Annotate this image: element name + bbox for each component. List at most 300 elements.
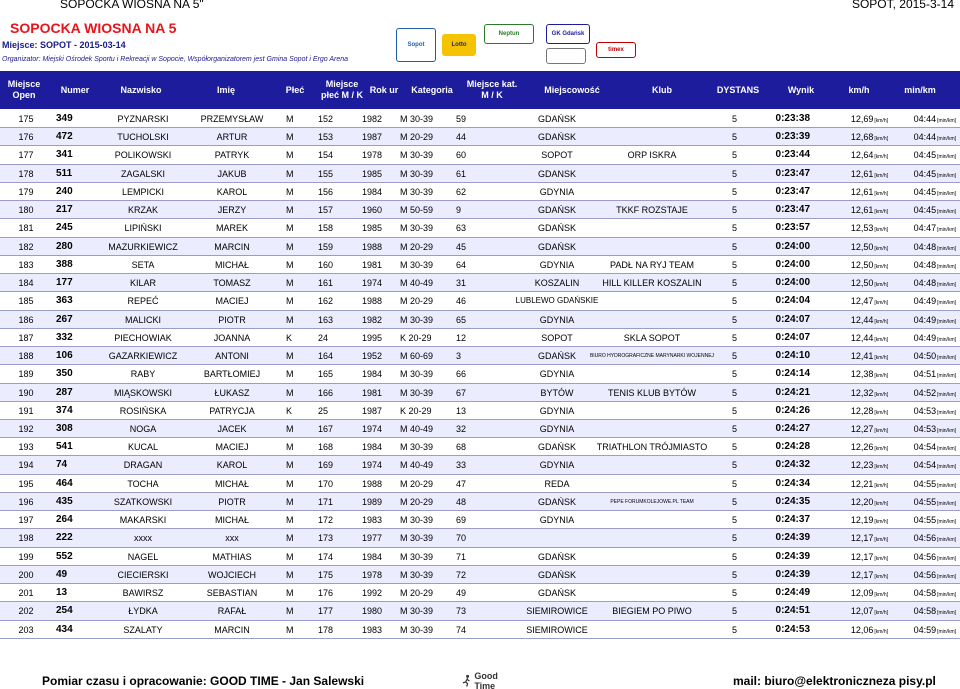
cell-imie: WOJCIECH	[208, 569, 256, 580]
cell-kmh	[840, 292, 888, 310]
cell-open: 177	[18, 150, 34, 161]
cell-wynik: 0:24:00	[775, 240, 810, 252]
sponsor-logo-gk: GK Gdańsk	[546, 24, 590, 44]
table-row	[0, 256, 960, 274]
cell-nazwisko: BAWIRSZ	[122, 588, 164, 599]
minkm-value: 04:52	[913, 387, 937, 398]
cell-minkm	[898, 256, 956, 274]
cell-rok: 1985	[362, 168, 383, 179]
cell-open: 202	[18, 606, 34, 617]
page-footer	[0, 672, 960, 689]
cell-kategoria: M 20-29	[400, 588, 434, 599]
cell-numer: 349	[56, 113, 73, 124]
sponsor-logo-sopot: Sopot	[396, 28, 436, 62]
cell-open: 176	[18, 132, 34, 143]
cell-wynik: 0:24:04	[775, 295, 810, 307]
cell-kategoria: M 20-29	[400, 296, 434, 307]
cell-rok: 1982	[362, 114, 383, 124]
cell-open: 198	[18, 533, 34, 544]
cell-imie: SEBASTIAN	[206, 588, 258, 599]
cell-plec: M	[286, 588, 294, 599]
cell-imie: MACIEJ	[215, 296, 249, 307]
cell-kmh	[840, 165, 888, 183]
cell-rok: 1960	[362, 205, 383, 216]
cell-miejsce-kat: 60	[456, 150, 467, 161]
cell-rok: 1984	[362, 369, 383, 380]
event-place-value: SOPOT - 2015-03-14	[40, 40, 126, 50]
table-row	[0, 110, 960, 128]
cell-minkm	[898, 529, 956, 547]
cell-miejscowosc: GDAŃSK	[537, 205, 576, 216]
cell-miejsce-kat: 9	[456, 205, 462, 216]
cell-open: 183	[18, 259, 34, 270]
col-kategoria: Kategoria	[411, 84, 453, 95]
cell-rok: 1983	[362, 515, 383, 526]
cell-plec: M	[286, 569, 294, 580]
cell-miejsce-plec: 174	[318, 551, 334, 562]
cell-plec: M	[286, 168, 294, 179]
cell-plec: M	[286, 551, 294, 562]
cell-minkm	[898, 384, 956, 402]
cell-rok: 1988	[362, 241, 383, 252]
cell-klub: PADŁ NA RYJ TEAM	[609, 259, 695, 270]
cell-miejsce-plec: 172	[318, 515, 334, 526]
table-row	[0, 274, 960, 292]
kmh-unit: [km/h]	[874, 464, 888, 471]
cell-rok: 1982	[362, 314, 383, 325]
cell-numer: 541	[56, 441, 73, 453]
cell-plec: M	[286, 314, 294, 325]
cell-miejscowosc: GDAŃSK	[537, 132, 576, 143]
minkm-unit: [min/km]	[937, 318, 956, 325]
cell-miejsce-kat: 49	[456, 588, 467, 599]
cell-open: 189	[18, 369, 34, 380]
col-imie: Imię	[216, 84, 235, 95]
kmh-value: 12,28	[850, 405, 874, 416]
cell-imie: MAREK	[215, 223, 248, 234]
cell-miejscowosc: BYTÓW	[540, 387, 574, 398]
kmh-unit: [km/h]	[874, 519, 888, 526]
cell-wynik: 0:24:32	[775, 459, 810, 471]
kmh-value: 12,44	[850, 332, 874, 343]
cell-wynik: 0:23:47	[775, 185, 810, 197]
cell-klub	[584, 165, 720, 183]
col-wynik: Wynik	[787, 84, 815, 95]
cell-open: 188	[18, 351, 34, 362]
cell-numer: 552	[56, 550, 73, 562]
table-row	[0, 420, 960, 438]
minkm-unit: [min/km]	[937, 172, 956, 179]
cell-dystans: 5	[732, 588, 738, 599]
cell-miejscowosc: GDYNIA	[539, 259, 575, 270]
cell-nazwisko: RABY	[130, 369, 156, 380]
col-nazwisko: Nazwisko	[120, 84, 162, 95]
cell-kategoria: M 30-39	[400, 624, 434, 635]
minkm-unit: [min/km]	[937, 245, 956, 252]
col-rok: Rok ur	[369, 84, 399, 95]
col-miejsce-plec: Miejsce płeć M / K	[320, 79, 363, 100]
results-table-body	[0, 110, 960, 639]
cell-kategoria: M 60-69	[400, 351, 434, 362]
cell-klub	[584, 238, 720, 256]
cell-minkm	[898, 110, 956, 128]
cell-plec: K	[286, 332, 293, 343]
cell-plec: M	[286, 223, 294, 234]
kmh-value: 12,19	[850, 515, 874, 526]
minkm-value: 04:49	[913, 314, 937, 325]
cell-dystans: 5	[732, 150, 738, 161]
minkm-value: 04:53	[913, 423, 937, 434]
cell-miejsce-kat: 70	[456, 533, 467, 544]
table-row	[0, 347, 960, 365]
cell-kmh	[840, 456, 888, 474]
kmh-unit: [km/h]	[874, 282, 888, 289]
cell-nazwisko: MAZURKIEWICZ	[108, 241, 178, 252]
cell-kategoria: M 30-39	[400, 114, 434, 124]
cell-kategoria: M 40-49	[400, 423, 434, 434]
cell-plec: M	[286, 442, 294, 453]
cell-imie: ARTUR	[216, 132, 248, 143]
minkm-unit: [min/km]	[937, 209, 956, 216]
cell-numer: 308	[56, 422, 73, 434]
cell-rok: 1977	[362, 533, 383, 544]
cell-kmh	[840, 493, 888, 511]
cell-miejsce-plec: 24	[318, 332, 329, 343]
cell-nazwisko: TOCHA	[127, 478, 159, 489]
cell-klub: PEPE FORUMKOLEJOWE.PL TEAM	[610, 498, 694, 505]
cell-wynik: 0:24:21	[775, 386, 810, 398]
kmh-unit: [km/h]	[874, 118, 888, 124]
kmh-value: 12,17	[850, 533, 874, 544]
table-row	[0, 384, 960, 402]
cell-imie: PIOTR	[218, 314, 246, 325]
cell-open: 194	[18, 460, 34, 471]
cell-numer: 287	[56, 386, 73, 398]
minkm-value: 04:54	[913, 442, 937, 453]
table-row	[0, 566, 960, 584]
cell-imie: MARCIN	[214, 241, 250, 252]
cell-kategoria: M 30-39	[400, 387, 434, 398]
cell-kategoria: M 30-39	[400, 168, 434, 179]
cell-kmh	[840, 201, 888, 219]
cell-kmh	[840, 621, 888, 639]
cell-minkm	[898, 165, 956, 183]
cell-imie: BARTŁOMIEJ	[203, 369, 261, 380]
cell-rok: 1987	[362, 405, 383, 416]
table-row	[0, 438, 960, 456]
cell-kmh	[840, 365, 888, 383]
cell-rok: 1989	[362, 496, 383, 507]
cell-open: 199	[18, 551, 34, 562]
cell-numer: 280	[56, 240, 73, 252]
cell-wynik: 0:24:39	[775, 532, 810, 544]
cell-nazwisko: xxxx	[134, 533, 152, 544]
good-time-logo	[462, 672, 518, 689]
kmh-unit: [km/h]	[874, 245, 888, 252]
cell-dystans: 5	[732, 496, 738, 507]
kmh-value: 12,21	[850, 478, 874, 489]
cell-miejsce-kat: 31	[456, 278, 467, 289]
cell-miejsce-kat: 61	[456, 168, 467, 179]
cell-wynik: 0:23:44	[775, 149, 810, 161]
kmh-unit: [km/h]	[874, 154, 888, 161]
cell-miejsce-kat: 3	[456, 351, 462, 362]
minkm-unit: [min/km]	[937, 282, 956, 289]
cell-miejsce-kat: 32	[456, 423, 467, 434]
cell-kategoria: K 20-29	[400, 332, 432, 343]
cell-miejscowosc: GDYNIA	[539, 515, 575, 526]
cell-open: 184	[18, 278, 34, 289]
cell-miejsce-plec: 153	[318, 132, 334, 143]
cell-wynik: 0:24:27	[775, 422, 810, 434]
minkm-value: 04:54	[913, 460, 937, 471]
event-place	[2, 40, 126, 50]
cell-miejsce-kat: 47	[456, 478, 467, 489]
table-row	[0, 292, 960, 310]
cell-open: 185	[18, 296, 34, 307]
cell-wynik: 0:23:47	[775, 204, 810, 216]
cell-imie: ANTONI	[215, 351, 249, 362]
cell-miejscowosc: REDA	[544, 478, 570, 489]
table-row	[0, 584, 960, 602]
kmh-value: 12,44	[850, 314, 874, 325]
cell-rok: 1984	[362, 186, 383, 197]
minkm-unit: [min/km]	[937, 500, 956, 507]
cell-imie: MICHAŁ	[214, 515, 249, 526]
cell-open: 182	[18, 241, 34, 252]
cell-kategoria: M 30-39	[400, 259, 434, 270]
cell-klub: BIURO HYDROGRAFICZNE MARYNARKI WOJENNEJ	[589, 353, 715, 360]
cell-minkm	[898, 128, 956, 146]
table-row	[0, 402, 960, 420]
cell-kmh	[840, 384, 888, 402]
cell-klub	[584, 128, 720, 146]
cell-miejscowosc: LUBLEWO GDAŃSKIE	[515, 296, 599, 306]
minkm-unit: [min/km]	[937, 610, 956, 617]
kmh-unit: [km/h]	[874, 136, 888, 143]
cell-numer: 106	[56, 350, 73, 362]
cell-miejscowosc: SOPOT	[541, 332, 573, 343]
table-row	[0, 602, 960, 620]
cell-open: 180	[18, 205, 34, 216]
cell-kmh	[840, 274, 888, 292]
cell-klub	[584, 475, 720, 493]
cell-imie: MARCIN	[214, 624, 250, 635]
cell-miejsce-kat: 66	[456, 369, 467, 380]
minkm-unit: [min/km]	[937, 464, 956, 471]
kmh-value: 12,47	[850, 296, 874, 307]
table-row	[0, 238, 960, 256]
cell-minkm	[898, 347, 956, 365]
sponsor-logo-neptun: Neptun	[484, 24, 534, 44]
runner-icon	[462, 674, 471, 688]
cell-dystans: 5	[732, 423, 738, 434]
minkm-value: 04:49	[913, 296, 937, 307]
cell-rok: 1978	[362, 150, 383, 161]
cell-plec: M	[286, 351, 294, 362]
minkm-value: 04:56	[913, 551, 937, 562]
cell-miejsce-kat: 13	[456, 405, 467, 416]
kmh-unit: [km/h]	[874, 537, 888, 544]
sponsor-logos	[396, 20, 656, 68]
cell-miejsce-kat: 48	[456, 496, 467, 507]
cell-rok: 1988	[362, 478, 383, 489]
event-title: SOPOCKA WIOSNA NA 5	[10, 20, 177, 36]
kmh-value: 12,27	[850, 423, 874, 434]
minkm-value: 04:56	[913, 533, 937, 544]
cell-klub	[584, 110, 720, 128]
minkm-value: 04:48	[913, 241, 937, 252]
cell-plec: M	[286, 296, 294, 307]
cell-miejscowosc: GDAŃSK	[537, 442, 576, 453]
cell-kategoria: M 30-39	[400, 515, 434, 526]
cell-miejsce-plec: 168	[318, 442, 334, 453]
kmh-value: 12,64	[850, 150, 874, 161]
cell-nazwisko: TUCHOLSKI	[117, 132, 169, 143]
minkm-unit: [min/km]	[937, 482, 956, 489]
kmh-unit: [km/h]	[874, 209, 888, 216]
cell-numer: 264	[56, 514, 73, 526]
cell-numer: 245	[56, 222, 73, 234]
table-row	[0, 456, 960, 474]
cell-imie: TOMASZ	[213, 278, 251, 289]
cell-dystans: 5	[732, 296, 738, 307]
cell-numer: 341	[56, 149, 73, 161]
cell-open: 191	[18, 405, 34, 416]
cell-dystans: 5	[732, 624, 738, 635]
cell-klub: ORP ISKRA	[627, 150, 677, 161]
cell-miejsce-kat: 62	[456, 186, 467, 197]
cell-klub	[584, 183, 720, 201]
cell-open: 200	[18, 569, 34, 580]
cell-minkm	[898, 311, 956, 329]
cell-klub: BIEGIEM PO PIWO	[612, 606, 692, 617]
minkm-value: 04:58	[913, 606, 937, 617]
cell-nazwisko: PYZNARSKI	[117, 114, 169, 124]
cell-miejsce-plec: 167	[318, 423, 334, 434]
cell-minkm	[898, 219, 956, 237]
cell-plec: M	[286, 533, 294, 544]
minkm-value: 04:56	[913, 569, 937, 580]
cell-nazwisko: ZAGALSKI	[120, 168, 165, 179]
minkm-unit: [min/km]	[937, 409, 956, 416]
cell-open: 181	[18, 223, 34, 234]
kmh-value: 12,69	[850, 114, 874, 124]
cell-imie: ŁUKASZ	[214, 387, 250, 398]
cell-klub	[584, 621, 720, 639]
cell-dystans: 5	[732, 551, 738, 562]
cell-wynik: 0:24:00	[775, 277, 810, 289]
cell-nazwisko: NAGEL	[127, 551, 159, 562]
cell-plec: M	[286, 624, 294, 635]
kmh-value: 12,50	[850, 278, 874, 289]
cell-open: 187	[18, 332, 34, 343]
cell-wynik: 0:24:14	[775, 368, 810, 380]
minkm-unit: [min/km]	[937, 355, 956, 362]
cell-dystans: 5	[732, 114, 738, 124]
cell-nazwisko: KILAR	[129, 278, 156, 289]
cell-miejsce-kat: 73	[456, 606, 467, 617]
cell-nazwisko: LIPIŃSKI	[124, 223, 162, 234]
cell-open: 192	[18, 423, 34, 434]
cell-minkm	[898, 146, 956, 164]
table-row	[0, 311, 960, 329]
cell-kategoria: M 30-39	[400, 569, 434, 580]
cell-miejsce-plec: 173	[318, 533, 334, 544]
cell-miejsce-plec: 163	[318, 314, 334, 325]
kmh-unit: [km/h]	[874, 482, 888, 489]
cell-miejsce-plec: 25	[318, 405, 329, 416]
cell-miejscowosc: GDAŃSK	[537, 569, 576, 580]
cell-kategoria: K 20-29	[400, 405, 432, 416]
cell-miejsce-plec: 154	[318, 150, 334, 161]
cell-kategoria: M 20-29	[400, 241, 434, 252]
kmh-unit: [km/h]	[874, 427, 888, 434]
kmh-unit: [km/h]	[874, 409, 888, 416]
cell-kmh	[840, 183, 888, 201]
cell-numer: 374	[56, 404, 73, 416]
cell-nazwisko: KRZAK	[127, 205, 158, 216]
minkm-value: 04:45	[913, 168, 937, 179]
minkm-unit: [min/km]	[937, 136, 956, 143]
kmh-value: 12,07	[850, 606, 874, 617]
cell-imie: MACIEJ	[215, 442, 249, 453]
cell-numer: 363	[56, 295, 73, 307]
cell-dystans: 5	[732, 533, 738, 544]
cell-miejsce-plec: 152	[318, 114, 334, 124]
cell-kmh	[840, 566, 888, 584]
col-open: Miejsce Open	[7, 79, 41, 100]
results-table-header	[0, 71, 960, 109]
cell-kategoria: M 30-39	[400, 314, 434, 325]
cell-klub: TRIATHLON TRÓJMIASTO	[596, 442, 708, 453]
cell-rok: 1978	[362, 569, 383, 580]
kmh-unit: [km/h]	[874, 373, 888, 380]
cell-kategoria: M 30-39	[400, 551, 434, 562]
col-kmh: km/h	[848, 84, 870, 95]
cell-kmh	[840, 110, 888, 128]
table-row	[0, 529, 960, 547]
kmh-unit: [km/h]	[874, 172, 888, 179]
header-event-name: SOPOCKA WIOSNA NA 5"	[60, 0, 204, 11]
cell-plec: M	[286, 369, 294, 380]
table-row	[0, 475, 960, 493]
kmh-unit: [km/h]	[874, 300, 888, 307]
cell-dystans: 5	[732, 405, 738, 416]
table-row	[0, 146, 960, 164]
kmh-unit: [km/h]	[874, 592, 888, 599]
cell-plec: M	[286, 278, 294, 289]
cell-rok: 1984	[362, 551, 383, 562]
minkm-value: 04:44	[913, 132, 937, 143]
cell-dystans: 5	[732, 569, 738, 580]
kmh-value: 12,53	[850, 223, 874, 234]
cell-minkm	[898, 566, 956, 584]
table-row	[0, 165, 960, 183]
minkm-unit: [min/km]	[937, 154, 956, 161]
cell-numer: 511	[56, 167, 73, 179]
cell-miejscowosc: GDAŃSK	[537, 496, 576, 507]
kmh-value: 12,09	[850, 588, 874, 599]
cell-klub	[584, 420, 720, 438]
cell-miejsce-plec: 164	[318, 351, 334, 362]
cell-dystans: 5	[732, 186, 738, 197]
cell-dystans: 5	[732, 168, 738, 179]
cell-plec: M	[286, 132, 294, 143]
cell-plec: M	[286, 205, 294, 216]
cell-kategoria: M 30-39	[400, 442, 434, 453]
cell-imie: KAROL	[216, 460, 248, 471]
